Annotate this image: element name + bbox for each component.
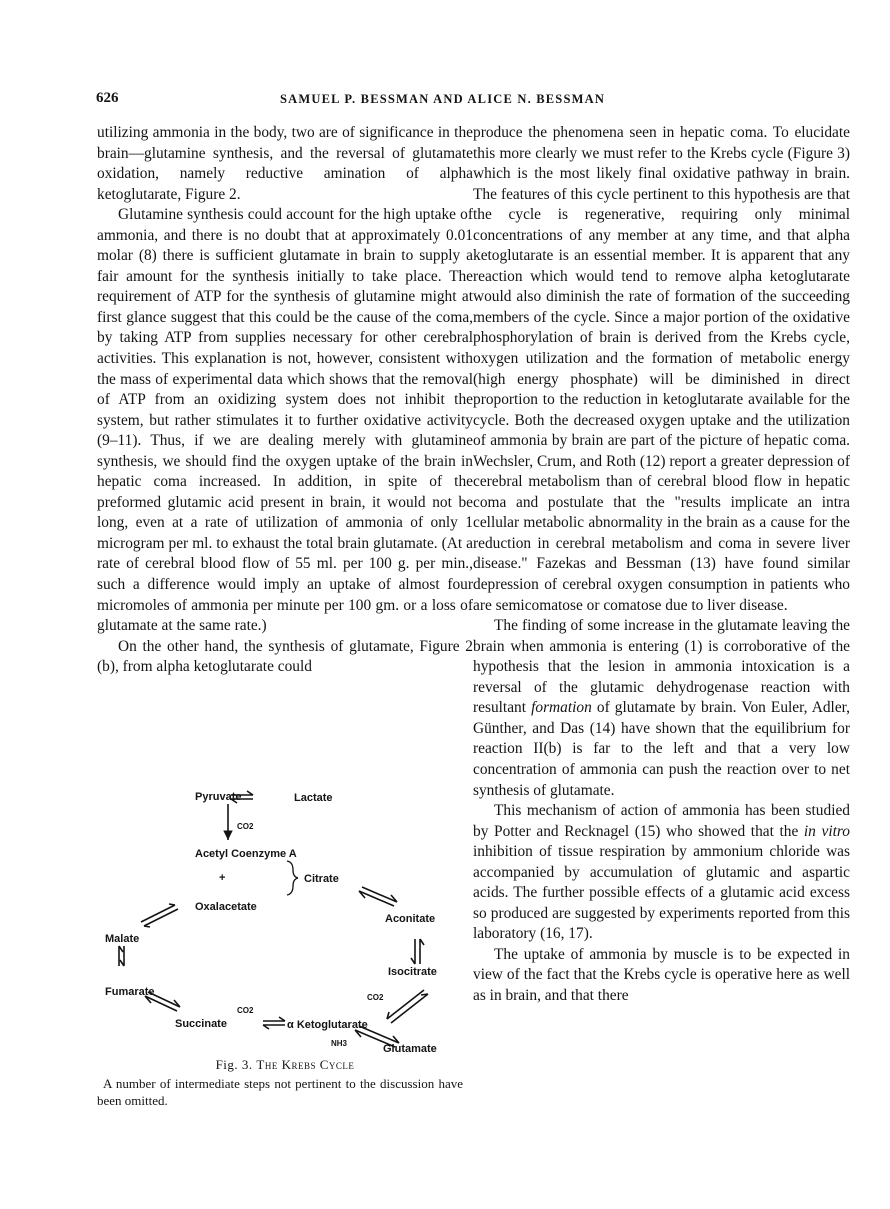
ketoglutarate-label: α Ketoglutarate xyxy=(287,1019,368,1031)
figure-caption xyxy=(97,1057,473,1073)
citrate-brace xyxy=(287,861,298,895)
paragraph: produce the phenomena seen in hepatic coma. To elucidate this more clearly we must refer to the Krebs cycle (Figure 3) which is the most likely final oxidative pathway in brain. The features of this cycle pertinent to this hypothesis are that the cycle is regenerative, requiring only minimal concentrations of any member at any time, and that alpha ketoglutarate is an essential member. It is apparent that any reaction which would tend to remove alpha ketoglutarate would also diminish the rate of formation of the succeeding members of the cycle. Since a major portion of the oxidative phosphorylation of brain is derived from the Krebs cycle, oxygen utilization and the formation of metabolic energy (high energy phosphate) will be diminished in direct proportion to the reduction in ketoglutarate available for the cycle. Both the decreased oxygen uptake and the utilization of ammonia by brain are part of the picture of hepatic coma. Wechsler, Crum, and Roth (12) report a greater depression of cerebral metabolism than of cerebral blood flow in hepatic coma and postulate that the "results implicate an intra cellular metabolic abnormality in the brain as a cause for the reduction in cerebral metabolism and coma in severe liver disease." Fazekas and Bessman (13) have found similar depression of cerebral oxygen consumption in patients who are semicomatose or comatose due to liver disease. xyxy=(473,124,850,614)
reaction-arrow xyxy=(387,990,424,1019)
paragraph: On the other hand, the synthesis of glutamate, Figure 2 (b), from alpha ketoglutarate could xyxy=(97,637,473,676)
fumarate-label: Fumarate xyxy=(105,986,155,998)
paragraph: Glutamine synthesis could account for the high uptake of ammonia, and there is no doubt that at approximately 0.01 molar (8) there is sufficient glutamate in brain to supply a fair amount for the synthesis initially to take place. The requirement of ATP for the synthesis of glutamine might at first glance suggest that this could be the cause of the coma, by taking ATP from supplies necessary for other cerebral activities. This explanation is not, however, consistent with the mass of experimental data which shows that the removal of ATP from an oxidizing system does not inhibit the system, but rather stimulates it to further oxidative activity (9–11). Thus, if we are dealing merely with glutamine synthesis, we should find the oxygen uptake of the brain in hepatic coma increased. In addition, in spite of the preformed glutamic acid present in brain, it would not be long, even at a rate of utilization of ammonia of only 1 microgram per ml. to exhaust the total brain glutamate. (At a rate of cerebral blood flow of 55 ml. per 100 g. per min., such a difference would imply an uptake of almost four micromoles of ammonia per minute per 100 gm. or a loss of glutamate at the same rate.) xyxy=(97,206,473,635)
oxalacetate-label: Oxalacetate xyxy=(195,901,257,913)
glutamate-label: Glutamate xyxy=(383,1043,437,1054)
plus-sign: + xyxy=(219,872,226,884)
paragraph: The uptake of ammonia by muscle is to be expected in view of the fact that the Krebs cycle is operative here as well as in brain, and that there xyxy=(473,945,850,1004)
reaction-arrow xyxy=(391,994,428,1023)
emphasis: in vitro xyxy=(803,822,850,840)
figure-note: A number of intermediate steps not pertinent to the discussion have been omitted. xyxy=(97,1076,463,1108)
text-run: The finding of some increase in the glutamate leaving the brain when ammonia is entering (1) is corroborative of the hypothesis that the lesion in ammonia intoxication is a reversal of the glutamic dehydrogenase reaction with resultant xyxy=(473,617,850,717)
krebs-cycle-diagram xyxy=(97,784,473,1054)
page-number: 626 xyxy=(96,90,119,106)
paragraph xyxy=(473,801,850,945)
aconitate-label: Aconitate xyxy=(385,913,436,925)
lactate-label: Lactate xyxy=(294,792,333,804)
malate-label: Malate xyxy=(105,933,140,945)
co2-label-bottom: CO2 xyxy=(237,1006,254,1015)
krebs-cycle-figure xyxy=(97,784,473,1054)
running-head: SAMUEL P. BESSMAN AND ALICE N. BESSMAN xyxy=(280,92,606,106)
succinate-label: Succinate xyxy=(175,1018,227,1030)
co2-label-top: CO2 xyxy=(237,822,254,831)
text-run: inhibition of tissue respiration by ammonium chloride was accompanied by accumulation of glutamic and aspartic acids. The further possible effects of a glutamic acid excess so produced are suggested by experiments reported from this laboratory (16, 17). xyxy=(473,843,850,943)
reaction-arrow xyxy=(420,939,424,964)
reaction-arrow xyxy=(263,1017,285,1021)
isocitrate-label: Isocitrate xyxy=(388,966,437,978)
nh3-label: NH3 xyxy=(331,1039,348,1048)
figure-number: Fig. 3. xyxy=(215,1057,253,1072)
co2-label-right: CO2 xyxy=(367,993,384,1002)
paragraph xyxy=(473,616,850,801)
paragraph: utilizing ammonia in the body, two are of significance in the brain—glutamine synthesis, and the reversal of glutamate oxidation, namely reductive amination of alpha ketoglutarate, Figure 2. xyxy=(97,124,473,203)
text-run: of glutamate by brain. Von Euler, Adler, Günther, and Das (14) have shown that the equilibrium for reaction II(b) is far to the left and that a very low concentration of ammonia can push the reaction over to net synthesis of glutamate. xyxy=(473,699,851,799)
reaction-arrow xyxy=(411,939,415,964)
right-column xyxy=(473,123,850,1007)
reaction-arrow xyxy=(263,1025,285,1029)
pyruvate-label: Pyruvate xyxy=(195,791,242,803)
left-column xyxy=(97,123,473,678)
emphasis: formation xyxy=(531,699,592,717)
citrate-label: Citrate xyxy=(304,873,339,885)
acetyl-coa-label: Acetyl Coenzyme A xyxy=(195,848,297,860)
text-run: This mechanism of action of ammonia has been studied by Potter and Recknagel (15) who showed that the xyxy=(473,802,850,840)
figure-title: The Krebs Cycle xyxy=(256,1057,355,1072)
